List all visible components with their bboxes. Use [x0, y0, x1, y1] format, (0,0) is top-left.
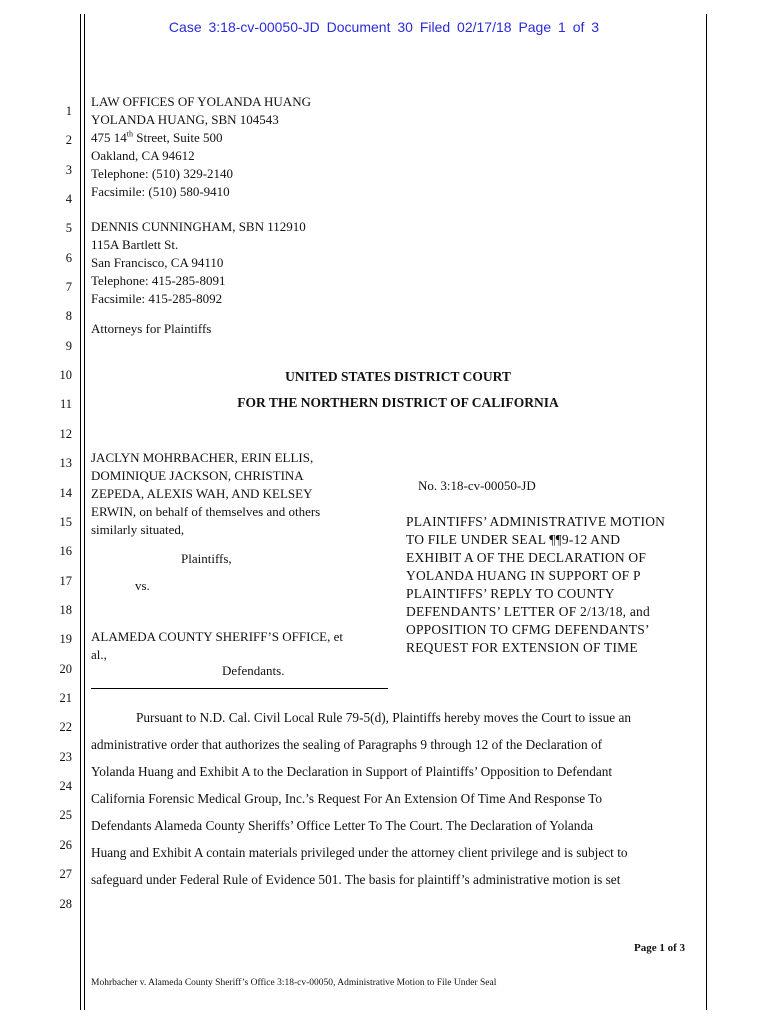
line-number: 16 — [59, 544, 72, 558]
line-number: 6 — [65, 251, 72, 265]
line-number: 25 — [59, 808, 72, 822]
body-line: California Forensic Medical Group, Inc.’s Request For An Extension Of Time And Response To — [91, 791, 603, 806]
line-number: 19 — [59, 632, 72, 646]
facsimile: Facsimile: (510) 580-9410 — [91, 184, 230, 199]
line-number: 1 — [65, 104, 72, 118]
case-number: No. 3:18-cv-00050-JD — [418, 478, 536, 493]
body-line: administrative order that authorizes the sealing of Paragraphs 9 through 12 of the Declaration of — [91, 737, 603, 752]
facsimile: Facsimile: 415-285-8092 — [91, 291, 223, 306]
line-number: 14 — [59, 486, 72, 500]
right-margin-line — [706, 14, 707, 1010]
line-number: 18 — [59, 603, 72, 617]
caption-rule — [91, 688, 388, 689]
body-line: safeguard under Federal Rule of Evidence 501. The basis for plaintiff’s administrative motion is set — [91, 872, 621, 887]
body-line: Defendants Alameda County Sheriffs’ Office Letter To The Court. The Declaration of Yolanda — [91, 818, 594, 833]
counsel-block-huang — [91, 93, 311, 201]
body-line: Yolanda Huang and Exhibit A to the Declaration in Support of Plaintiffs’ Opposition to Defendant — [91, 764, 613, 779]
city-address: San Francisco, CA 94110 — [91, 255, 224, 270]
line-number: 2 — [65, 133, 72, 147]
line-number: 20 — [59, 662, 72, 676]
body-line: Huang and Exhibit A contain materials privileged under the attorney client privilege and is subject to — [91, 845, 628, 860]
page-number: Page 1 of 3 — [634, 942, 686, 954]
line-number: 4 — [65, 192, 72, 206]
ecf-header: Case 3:18-cv-00050-JD Document 30 Filed 02/17/18 Page 1 of 3 — [168, 19, 600, 35]
line-number: 27 — [59, 867, 72, 881]
line-number: 26 — [59, 838, 72, 852]
street-address: 475 14th Street, Suite 500 — [91, 129, 223, 145]
telephone: Telephone: 415-285-8091 — [91, 273, 226, 288]
line-number: 15 — [59, 515, 72, 529]
line-number: 28 — [59, 897, 72, 911]
body-line: Pursuant to N.D. Cal. Civil Local Rule 79-5(d), Plaintiffs hereby moves the Court to issue an — [136, 710, 631, 725]
firm-name: LAW OFFICES OF YOLANDA HUANG — [91, 94, 311, 109]
court-name: UNITED STATES DISTRICT COURT — [285, 369, 511, 384]
line-number: 21 — [59, 691, 72, 705]
line-number: 23 — [59, 750, 72, 764]
line-number: 13 — [59, 456, 72, 470]
plaintiffs-names: JACLYN MOHRBACHER, ERIN ELLIS, DOMINIQUE JACKSON, CHRISTINA ZEPEDA, ALEXIS WAH, AND KELSEY ERWIN, on behalf of themselves and others similarly situated, — [91, 450, 321, 537]
counsel-block-cunningham — [91, 218, 306, 308]
footer-caption: Mohrbacher v. Alameda County Sheriff’s Office 3:18-cv-00050, Administrative Motion to File Under Seal — [91, 978, 497, 988]
left-margin-line-outer — [80, 14, 81, 1010]
attorneys-for: Attorneys for Plaintiffs — [91, 321, 212, 336]
line-number: 8 — [65, 309, 72, 323]
line-number: 24 — [59, 779, 72, 793]
defendants-names: ALAMEDA COUNTY SHERIFF’S OFFICE, et al., — [91, 629, 343, 662]
court-district: FOR THE NORTHERN DISTRICT OF CALIFORNIA — [237, 395, 559, 410]
line-number: 7 — [65, 280, 72, 294]
line-number: 11 — [59, 397, 72, 411]
line-number: 10 — [59, 368, 72, 382]
line-number: 22 — [59, 720, 72, 734]
line-number: 5 — [65, 221, 72, 235]
street-address: 115A Bartlett St. — [91, 237, 179, 252]
defendants-label: Defendants. — [222, 663, 285, 678]
line-number: 17 — [59, 574, 72, 588]
attorney-name: YOLANDA HUANG, SBN 104543 — [91, 112, 279, 127]
city-address: Oakland, CA 94612 — [91, 148, 195, 163]
left-margin-line-inner — [84, 14, 85, 1010]
telephone: Telephone: (510) 329-2140 — [91, 166, 234, 181]
versus: vs. — [135, 578, 150, 593]
line-number: 12 — [59, 427, 72, 441]
line-number: 9 — [65, 339, 72, 353]
motion-body-paragraph — [91, 709, 703, 898]
attorney-name: DENNIS CUNNINGHAM, SBN 112910 — [91, 219, 306, 234]
plaintiffs-label: Plaintiffs, — [181, 551, 232, 566]
document-title: PLAINTIFFS’ ADMINISTRATIVE MOTION TO FILE UNDER SEAL ¶¶9-12 AND EXHIBIT A OF THE DECLARATION OF YOLANDA HUANG IN SUPPORT OF P PLAINTIFFS’ REPLY TO COUNTY DEFENDANTS’ LETTER OF 2/13/18, and OPPOSITION TO CFMG DEFENDANTS’ REQUEST FOR EXTENSION OF TIME — [406, 514, 666, 655]
line-number: 3 — [65, 163, 72, 177]
